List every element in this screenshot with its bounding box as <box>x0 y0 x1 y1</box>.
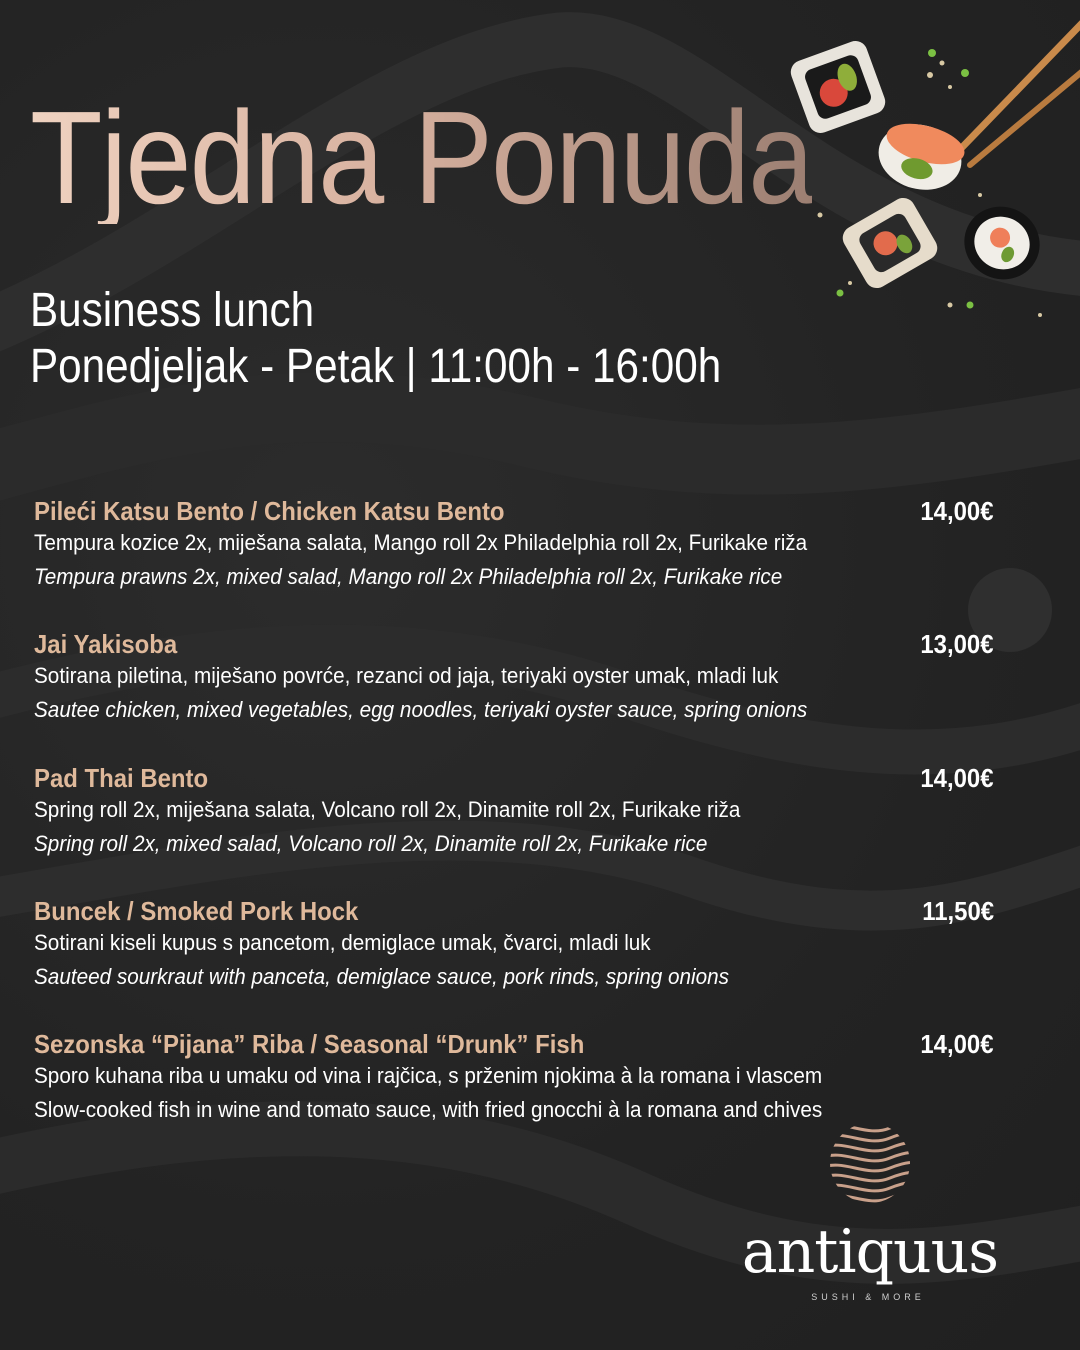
logo-wave-icon <box>820 1118 920 1208</box>
menu-item-description-en: Spring roll 2x, mixed salad, Volcano roll 2x, Dinamite roll 2x, Furikake rice <box>34 830 708 856</box>
menu-list <box>34 496 994 1162</box>
menu-item-price: 11,50€ <box>922 895 994 926</box>
logo-wordmark: antiquus <box>741 1217 999 1287</box>
menu-item-description-hr: Tempura kozice 2x, miješana salata, Mango roll 2x Philadelphia roll 2x, Furikake riža <box>34 530 808 555</box>
logo-tagline: SUSHI & MORE <box>811 1292 925 1302</box>
menu-item-description-en: Tempura prawns 2x, mixed salad, Mango roll 2x Philadelphia roll 2x, Furikake rice <box>34 564 783 589</box>
menu-item-price: 14,00€ <box>920 762 994 793</box>
menu-item <box>34 496 994 629</box>
menu-item-description-hr: Spring roll 2x, miješana salata, Volcano roll 2x, Dinamite roll 2x, Furikake riža <box>34 796 741 822</box>
menu-item <box>34 896 994 1029</box>
menu-item-price: 14,00€ <box>920 496 994 526</box>
menu-item-price: 13,00€ <box>920 629 994 660</box>
sushi-illustration <box>780 15 1080 335</box>
page-title: Tjedna Ponuda <box>30 84 813 231</box>
menu-item-description-en: Sautee chicken, mixed vegetables, egg noodles, teriyaki oyster sauce, spring onions <box>34 697 808 723</box>
menu-item-price: 14,00€ <box>920 1029 994 1060</box>
menu-item <box>34 629 994 762</box>
menu-item-description-hr: Sporo kuhana riba u umaku od vina i rajčica, s prženim njokima à la romana i vlascem <box>34 1063 823 1089</box>
menu-item-name: Buncek / Smoked Pork Hock <box>34 895 359 926</box>
menu-item-name: Pad Thai Bento <box>34 762 209 793</box>
menu-item-description-hr: Sotirani kiseli kupus s pancetom, demiglace umak, čvarci, mladi luk <box>34 929 651 955</box>
menu-item-name: Pileći Katsu Bento / Chicken Katsu Bento <box>34 496 505 526</box>
subtitle-business-lunch: Business lunch <box>30 284 315 337</box>
menu-item-description-en: Slow-cooked fish in wine and tomato sauce, with fried gnocchi à la romana and chives <box>34 1097 823 1123</box>
menu-item-name: Jai Yakisoba <box>34 629 178 660</box>
subtitle-hours: Ponedjeljak - Petak | 11:00h - 16:00h <box>30 340 722 393</box>
menu-item-description-hr: Sotirana piletina, miješano povrće, rezanci od jaja, teriyaki oyster umak, mladi luk <box>34 663 779 689</box>
menu-item <box>34 763 994 896</box>
menu-item-description-en: Sauteed sourkraut with panceta, demiglace sauce, pork rinds, spring onions <box>34 963 730 989</box>
menu-item-name: Sezonska “Pijana” Riba / Seasonal “Drunk” Fish <box>34 1029 585 1060</box>
